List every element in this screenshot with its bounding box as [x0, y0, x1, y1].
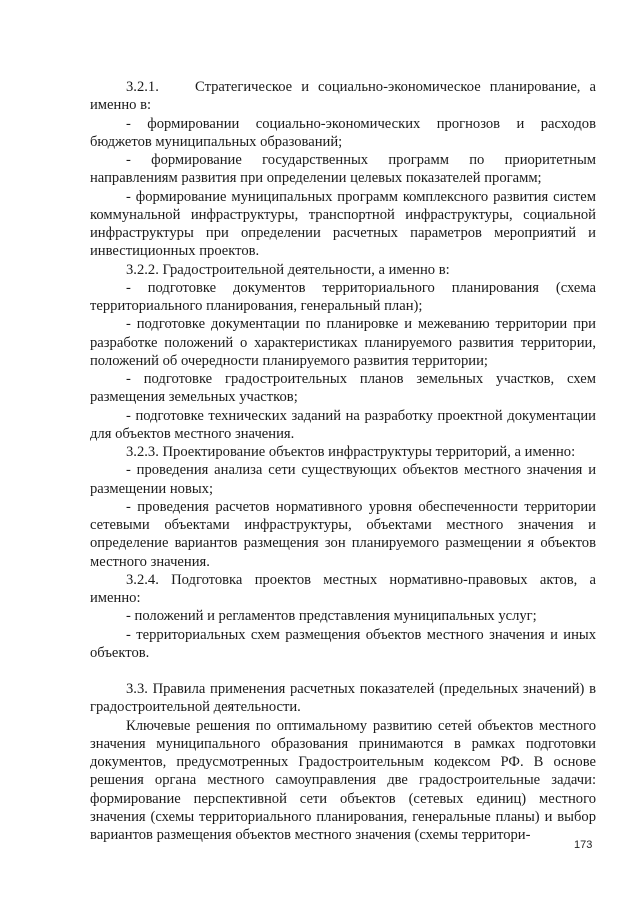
list-item: - положений и регламентов представления муниципальных услуг; [126, 608, 537, 625]
paragraph-3-2-2: 3.2.2. Градостроительной деятельности, а именно в: [126, 261, 450, 278]
page-number: 173 [574, 839, 593, 851]
list-item: - проведения расчетов нормативного уровня обеспеченности территории сетевыми объектами инфраструктуры, объектами местного значения и определение вариантов размещения зон планируемого размещении я объектов местного значения. [90, 498, 596, 570]
document-body [90, 78, 596, 844]
list-item: - проведения анализа сети существующих объектов местного значения и размещении новых; [90, 462, 596, 497]
list-item: - подготовке градостроительных планов земельных участков, схем размещения земельных участков; [90, 371, 596, 406]
list-item: - подготовке документов территориального планирования (схема территориального планирования, генеральный план); [90, 279, 596, 314]
section-heading-3-3: 3.3. Правила применения расчетных показателей (предельных значений) в градостроительной деятельности. [90, 681, 596, 716]
list-item: - формировании социально-экономических прогнозов и расходов бюджетов муниципальных образований; [90, 115, 596, 150]
paragraph-3-2-4: 3.2.4. Подготовка проектов местных нормативно-правовых актов, а именно: [90, 571, 596, 606]
list-item: - территориальных схем размещения объектов местного значения и иных объектов. [90, 626, 596, 661]
body-paragraph: Ключевые решения по оптимальному развитию сетей объектов местного значения муниципального образования принимаются в рамках подготовки документов, предусмотренных Градостроительным кодексом РФ. В основе решения органа местного самоуправления две градостроительные задачи: формирование перспективной сети объектов (сетевых единиц) местного значения (схемы территориального планирования, генеральные планы) и выбор вариантов размещения объектов местного значения (схемы территори- [90, 717, 596, 843]
paragraph-3-2-1: 3.2.1. Стратегическое и социально-экономическое планирование, а именно в: [90, 79, 596, 114]
list-item: - формирование государственных программ по приоритетным направлениям развития при определении целевых показателей прогамм; [90, 152, 596, 187]
paragraph-3-2-3: 3.2.3. Проектирование объектов инфраструктуры территорий, а именно: [126, 444, 576, 460]
list-item: - подготовке технических заданий на разработку проектной документации для объектов местного значения. [90, 407, 596, 442]
list-item: - подготовке документации по планировке и межеванию территории при разработке положений о характеристиках планируемого развития территории, положений об очередности планируемого развития территории; [90, 316, 596, 369]
list-item: - формирование муниципальных программ комплексного развития систем коммунальной инфраструктуры, транспортной инфраструктуры, социальной инфраструктуры при определении расчетных параметров мероприятий и инвестиционных проектов. [90, 188, 596, 260]
